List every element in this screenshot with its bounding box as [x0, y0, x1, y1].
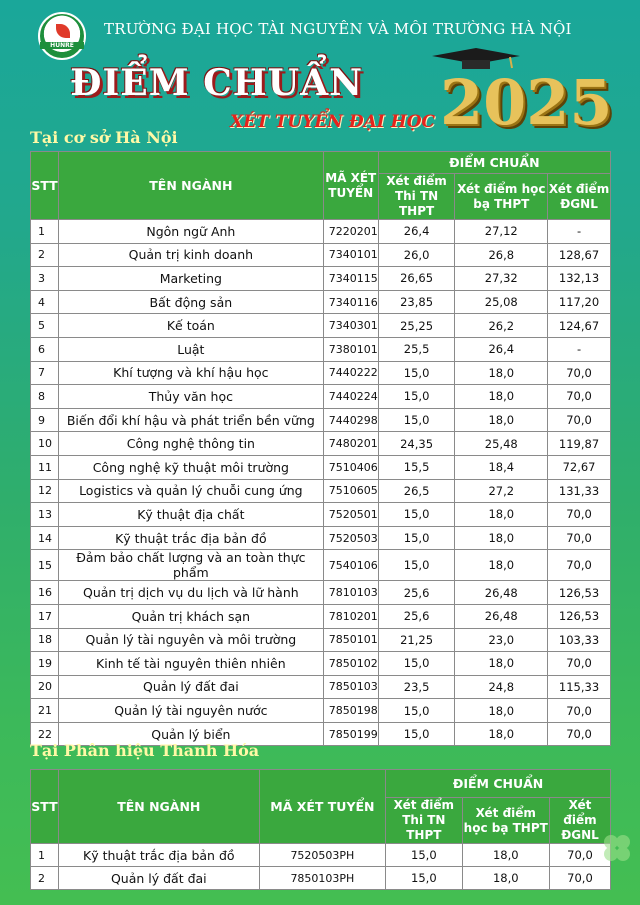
- university-name: TRƯỜNG ĐẠI HỌC TÀI NGUYÊN VÀ MÔI TRƯỜNG HÀ NỘI: [104, 20, 572, 38]
- table-row: [31, 503, 611, 527]
- row-score-dgnl: 119,87: [548, 432, 611, 456]
- row-score-thpt: 15,0: [378, 526, 455, 550]
- table-row: [31, 699, 611, 723]
- header-stt: STT: [31, 770, 59, 844]
- header-hocba: Xét điểm học bạ THPT: [455, 174, 548, 220]
- row-score-dgnl: 131,33: [548, 479, 611, 503]
- row-major-name: Quản lý tài nguyên và môi trường: [58, 628, 323, 652]
- row-score-dgnl: 70,0: [548, 385, 611, 409]
- table-row: [31, 432, 611, 456]
- row-stt: 17: [31, 604, 59, 628]
- row-major-code: 7810103: [323, 581, 378, 605]
- row-score-dgnl: 70,0: [548, 361, 611, 385]
- row-score-thpt: 15,0: [378, 385, 455, 409]
- row-score-hocba: 27,2: [455, 479, 548, 503]
- row-stt: 3: [31, 267, 59, 291]
- row-score-thpt: 26,5: [378, 479, 455, 503]
- row-score-thpt: 23,5: [378, 675, 455, 699]
- year-badge: 2025: [440, 66, 613, 139]
- row-score-dgnl: 70,0: [548, 722, 611, 746]
- row-major-name: Biến đổi khí hậu và phát triển bền vững: [58, 408, 323, 432]
- row-major-code: 7340301: [323, 314, 378, 338]
- header-code: MÃ XÉT TUYỂN: [323, 152, 378, 220]
- row-major-code: 7380101: [323, 337, 378, 361]
- row-major-code: 7850101: [323, 628, 378, 652]
- row-score-thpt: 15,0: [378, 699, 455, 723]
- row-stt: 20: [31, 675, 59, 699]
- header-name: TÊN NGÀNH: [58, 152, 323, 220]
- row-score-hocba: 18,0: [455, 722, 548, 746]
- clover-icon: [600, 831, 634, 865]
- table-row: [31, 604, 611, 628]
- table-row: [31, 550, 611, 581]
- row-score-hocba: 18,4: [455, 455, 548, 479]
- row-stt: 12: [31, 479, 59, 503]
- table-row: [31, 361, 611, 385]
- row-major-code: 7340101: [323, 243, 378, 267]
- table-row: [31, 526, 611, 550]
- header-score-group: ĐIỂM CHUẨN: [386, 770, 611, 798]
- row-major-code: 7540106: [323, 550, 378, 581]
- header-code: MÃ XÉT TUYỂN: [259, 770, 385, 844]
- row-score-hocba: 27,32: [455, 267, 548, 291]
- table-row: [31, 385, 611, 409]
- row-major-name: Quản trị khách sạn: [58, 604, 323, 628]
- row-major-name: Quản trị kinh doanh: [58, 243, 323, 267]
- row-score-dgnl: 117,20: [548, 290, 611, 314]
- row-major-code: 7510605: [323, 479, 378, 503]
- row-score-thpt: 25,5: [378, 337, 455, 361]
- row-score-thpt: 26,65: [378, 267, 455, 291]
- table-row: [31, 243, 611, 267]
- row-major-code: 7340116: [323, 290, 378, 314]
- table-row: [31, 220, 611, 244]
- row-major-code: 7440222: [323, 361, 378, 385]
- hanoi-score-table: [30, 151, 611, 746]
- row-major-code: 7850103PH: [259, 867, 385, 890]
- row-major-name: Kỹ thuật trắc địa bản đồ: [58, 526, 323, 550]
- header-score-group: ĐIỂM CHUẨN: [378, 152, 610, 174]
- row-score-dgnl: 124,67: [548, 314, 611, 338]
- row-stt: 2: [31, 243, 59, 267]
- row-score-hocba: 26,4: [455, 337, 548, 361]
- row-score-dgnl: 126,53: [548, 581, 611, 605]
- row-stt: 1: [31, 844, 59, 867]
- row-score-thpt: 15,0: [378, 722, 455, 746]
- row-score-thpt: 15,5: [378, 455, 455, 479]
- row-score-hocba: 18,0: [455, 652, 548, 676]
- row-major-name: Thủy văn học: [58, 385, 323, 409]
- row-score-dgnl: 103,33: [548, 628, 611, 652]
- row-major-code: 7520503PH: [259, 844, 385, 867]
- row-score-hocba: 18,0: [455, 526, 548, 550]
- row-score-thpt: 15,0: [378, 361, 455, 385]
- row-stt: 1: [31, 220, 59, 244]
- row-stt: 8: [31, 385, 59, 409]
- table-row: [31, 479, 611, 503]
- row-stt: 22: [31, 722, 59, 746]
- row-major-name: Kinh tế tài nguyên thiên nhiên: [58, 652, 323, 676]
- header-dgnl: Xét điểm ĐGNL: [548, 174, 611, 220]
- row-major-name: Quản lý biển: [58, 722, 323, 746]
- row-score-hocba: 18,0: [455, 408, 548, 432]
- row-score-hocba: 18,0: [455, 699, 548, 723]
- row-score-dgnl: 70,0: [548, 699, 611, 723]
- row-stt: 2: [31, 867, 59, 890]
- row-stt: 21: [31, 699, 59, 723]
- header-thpt: Xét điểm Thi TN THPT: [386, 798, 462, 844]
- row-score-dgnl: 115,33: [548, 675, 611, 699]
- row-score-hocba: 18,0: [455, 385, 548, 409]
- table-row: [31, 628, 611, 652]
- table-row: [31, 581, 611, 605]
- row-major-name: Bất động sản: [58, 290, 323, 314]
- header-dgnl: Xét điểm ĐGNL: [549, 798, 610, 844]
- table-row: [31, 314, 611, 338]
- row-major-name: Đảm bảo chất lượng và an toàn thực phẩm: [58, 550, 323, 581]
- row-major-name: Quản lý tài nguyên nước: [58, 699, 323, 723]
- table-row: [31, 267, 611, 291]
- row-major-name: Quản trị dịch vụ du lịch và lữ hành: [58, 581, 323, 605]
- row-major-code: 7850199: [323, 722, 378, 746]
- row-score-hocba: 18,0: [462, 867, 549, 890]
- row-score-hocba: 27,12: [455, 220, 548, 244]
- row-major-code: 7810201: [323, 604, 378, 628]
- row-major-name: Kỹ thuật địa chất: [58, 503, 323, 527]
- row-stt: 19: [31, 652, 59, 676]
- row-score-dgnl: 70,0: [548, 550, 611, 581]
- row-score-dgnl: -: [548, 220, 611, 244]
- hanoi-section-title: Tại cơ sở Hà Nội: [30, 128, 178, 147]
- table-row: [31, 675, 611, 699]
- row-score-hocba: 26,2: [455, 314, 548, 338]
- row-score-dgnl: 128,67: [548, 243, 611, 267]
- table-row: [31, 408, 611, 432]
- row-score-thpt: 15,0: [378, 550, 455, 581]
- row-stt: 10: [31, 432, 59, 456]
- row-score-thpt: 15,0: [386, 867, 462, 890]
- row-score-hocba: 18,0: [455, 550, 548, 581]
- row-score-thpt: 21,25: [378, 628, 455, 652]
- table-row: [31, 455, 611, 479]
- row-major-code: 7480201: [323, 432, 378, 456]
- row-score-hocba: 25,48: [455, 432, 548, 456]
- row-score-dgnl: 72,67: [548, 455, 611, 479]
- table-row: [31, 290, 611, 314]
- table-row: [31, 867, 611, 890]
- row-stt: 4: [31, 290, 59, 314]
- row-score-hocba: 24,8: [455, 675, 548, 699]
- row-major-name: Quản lý đất đai: [58, 867, 259, 890]
- row-major-code: 7440224: [323, 385, 378, 409]
- row-score-thpt: 26,4: [378, 220, 455, 244]
- row-major-name: Ngôn ngữ Anh: [58, 220, 323, 244]
- university-logo: [38, 12, 86, 60]
- header-name: TÊN NGÀNH: [58, 770, 259, 844]
- row-score-hocba: 26,48: [455, 604, 548, 628]
- row-major-name: Logistics và quản lý chuỗi cung ứng: [58, 479, 323, 503]
- thanhhoa-section-title: Tại Phân hiệu Thanh Hóa: [30, 741, 260, 760]
- row-score-dgnl: 70,0: [548, 503, 611, 527]
- row-score-thpt: 23,85: [378, 290, 455, 314]
- row-score-thpt: 25,25: [378, 314, 455, 338]
- row-score-dgnl: 126,53: [548, 604, 611, 628]
- leaf-icon: [56, 24, 70, 38]
- row-score-thpt: 15,0: [378, 503, 455, 527]
- row-stt: 11: [31, 455, 59, 479]
- row-major-code: 7850103: [323, 675, 378, 699]
- header-hocba: Xét điểm học bạ THPT: [462, 798, 549, 844]
- row-score-thpt: 25,6: [378, 604, 455, 628]
- row-stt: 15: [31, 550, 59, 581]
- row-score-hocba: 26,8: [455, 243, 548, 267]
- row-stt: 7: [31, 361, 59, 385]
- row-stt: 5: [31, 314, 59, 338]
- table-row: [31, 652, 611, 676]
- page-subtitle: XÉT TUYỂN ĐẠI HỌC: [230, 112, 436, 132]
- row-score-dgnl: -: [548, 337, 611, 361]
- row-score-dgnl: 132,13: [548, 267, 611, 291]
- row-score-dgnl: 70,0: [548, 408, 611, 432]
- row-major-code: 7520501: [323, 503, 378, 527]
- row-stt: 14: [31, 526, 59, 550]
- row-major-code: 7440298: [323, 408, 378, 432]
- row-score-hocba: 26,48: [455, 581, 548, 605]
- header-stt: STT: [31, 152, 59, 220]
- row-major-name: Marketing: [58, 267, 323, 291]
- header-thpt: Xét điểm Thi TN THPT: [378, 174, 455, 220]
- row-score-thpt: 15,0: [386, 844, 462, 867]
- row-score-hocba: 18,0: [455, 503, 548, 527]
- row-score-thpt: 15,0: [378, 408, 455, 432]
- row-score-hocba: 18,0: [462, 844, 549, 867]
- row-major-code: 7520503: [323, 526, 378, 550]
- row-score-hocba: 18,0: [455, 361, 548, 385]
- row-major-code: 7850198: [323, 699, 378, 723]
- table-row: [31, 337, 611, 361]
- table-row: [31, 844, 611, 867]
- row-score-thpt: 26,0: [378, 243, 455, 267]
- row-stt: 9: [31, 408, 59, 432]
- row-major-name: Công nghệ thông tin: [58, 432, 323, 456]
- row-score-dgnl: 70,0: [549, 867, 610, 890]
- row-score-thpt: 15,0: [378, 652, 455, 676]
- row-major-code: 7510406: [323, 455, 378, 479]
- row-score-dgnl: 70,0: [548, 652, 611, 676]
- row-major-name: Khí tượng và khí hậu học: [58, 361, 323, 385]
- row-major-name: Kỹ thuật trắc địa bản đồ: [58, 844, 259, 867]
- row-major-name: Luật: [58, 337, 323, 361]
- row-major-name: Quản lý đất đai: [58, 675, 323, 699]
- row-score-thpt: 25,6: [378, 581, 455, 605]
- page-title: ĐIỂM CHUẨN: [70, 62, 364, 104]
- thanhhoa-score-table: [30, 769, 611, 890]
- row-stt: 13: [31, 503, 59, 527]
- row-score-dgnl: 70,0: [548, 526, 611, 550]
- row-major-code: 7850102: [323, 652, 378, 676]
- row-major-code: 7340115: [323, 267, 378, 291]
- row-score-thpt: 24,35: [378, 432, 455, 456]
- row-score-hocba: 25,08: [455, 290, 548, 314]
- row-stt: 16: [31, 581, 59, 605]
- row-stt: 18: [31, 628, 59, 652]
- row-stt: 6: [31, 337, 59, 361]
- row-score-hocba: 23,0: [455, 628, 548, 652]
- logo-text: HUNRE: [40, 42, 84, 49]
- row-major-name: Công nghệ kỹ thuật môi trường: [58, 455, 323, 479]
- row-score-dgnl: 70,0: [549, 844, 610, 867]
- row-major-code: 7220201: [323, 220, 378, 244]
- row-major-name: Kế toán: [58, 314, 323, 338]
